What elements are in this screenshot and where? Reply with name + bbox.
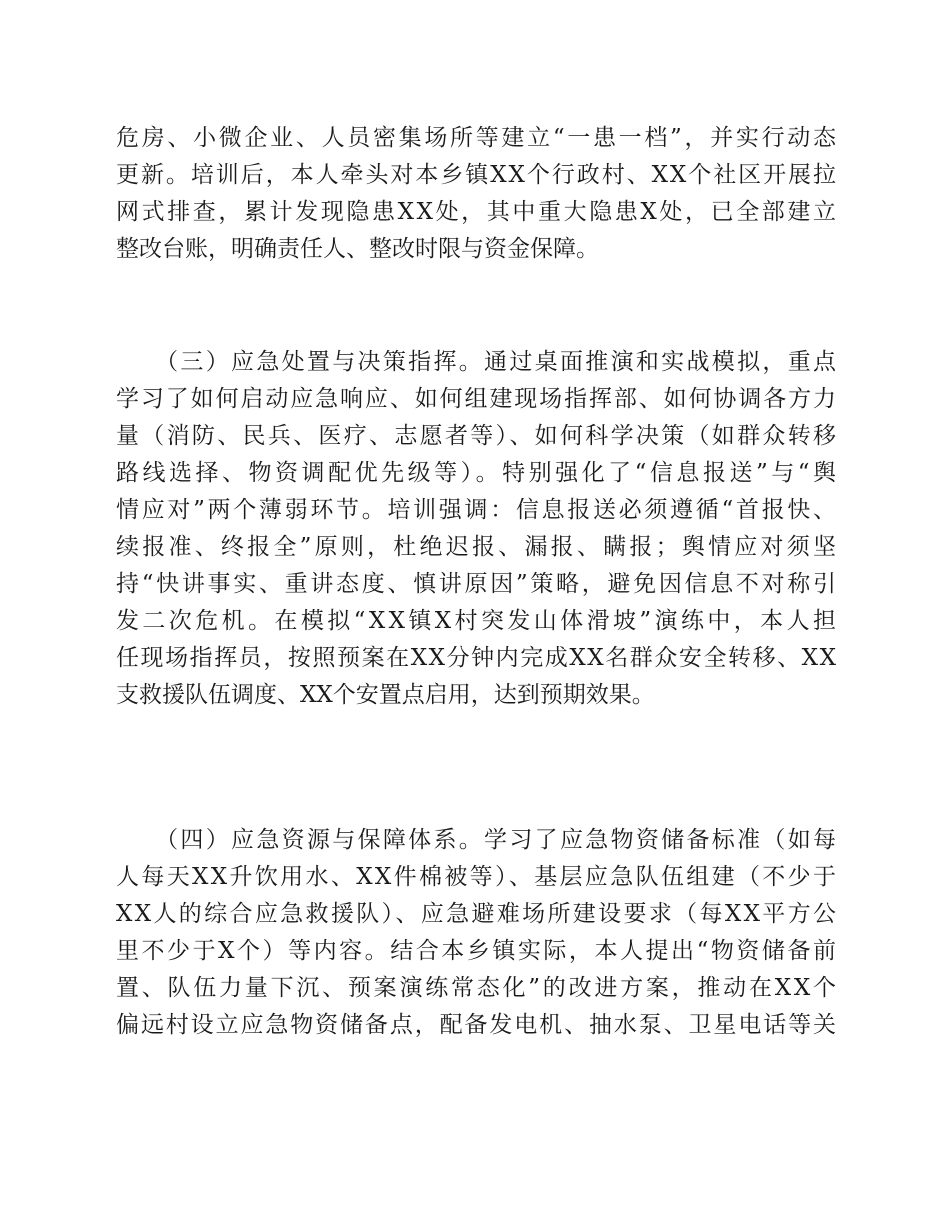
- text-line: 发二次危机。在模拟“XX镇X村突发山体滑坡”演练中，本人担: [116, 608, 840, 634]
- text-line: 任现场指挥员，按照预案在XX分钟内完成XX名群众安全转移、XX: [116, 645, 838, 671]
- text-line: 持“快讲事实、重讲态度、慎讲原因”策略，避免因信息不对称引: [116, 571, 839, 597]
- text-line: 偏远村设立应急物资储备点，配备发电机、抽水泵、卫星电话等关: [116, 1012, 838, 1038]
- text-line: XX人的综合应急救援队）、应急避难场所建设要求（每XX平方公: [116, 901, 839, 927]
- paragraph-emergency-command: [116, 344, 840, 714]
- text-line: 情应对”两个薄弱环节。培训强调：信息报送必须遵循“首报快、: [116, 497, 839, 523]
- text-line: 危房、小微企业、人员密集场所等建立“一患一档”，并实行动态: [116, 125, 839, 151]
- text-line: 支救援队伍调度、XX个安置点启用，达到预期效果。: [116, 682, 655, 708]
- text-line: 学习了如何启动应急响应、如何组建现场指挥部、如何协调各方力: [116, 386, 838, 412]
- text-line: 里不少于X个）等内容。结合本乡镇实际，本人提出“物资储备前: [116, 938, 839, 964]
- text-line: （三）应急处置与决策指挥。通过桌面推演和实战模拟，重点: [116, 349, 839, 375]
- text-line: 量（消防、民兵、医疗、志愿者等）、如何科学决策（如群众转移: [116, 423, 839, 449]
- text-line: 整改台账，明确责任人、整改时限与资金保障。: [116, 236, 599, 262]
- text-line: 人每天XX升饮用水、XX件棉被等）、基层应急队伍组建（不少于: [116, 864, 839, 890]
- text-line: 置、队伍力量下沉、预案演练常态化”的改进方案，推动在XX个: [116, 975, 839, 1001]
- text-line: 更新。培训后，本人牵头对本乡镇XX个行政村、XX个社区开展拉: [116, 162, 838, 188]
- text-line: 续报准、终报全”原则，杜绝迟报、漏报、瞒报；舆情应对须坚: [116, 534, 840, 560]
- paragraph-resource-support: [116, 822, 839, 1044]
- text-line: （四）应急资源与保障体系。学习了应急物资储备标准（如每: [116, 827, 839, 853]
- text-line: 路线选择、物资调配优先级等）。特别强化了“信息报送”与“舆: [116, 460, 840, 486]
- text-line: 网式排查，累计发现隐患XX处，其中重大隐患X处，已全部建立: [116, 199, 839, 225]
- paragraph-hazard-archive: [116, 120, 839, 268]
